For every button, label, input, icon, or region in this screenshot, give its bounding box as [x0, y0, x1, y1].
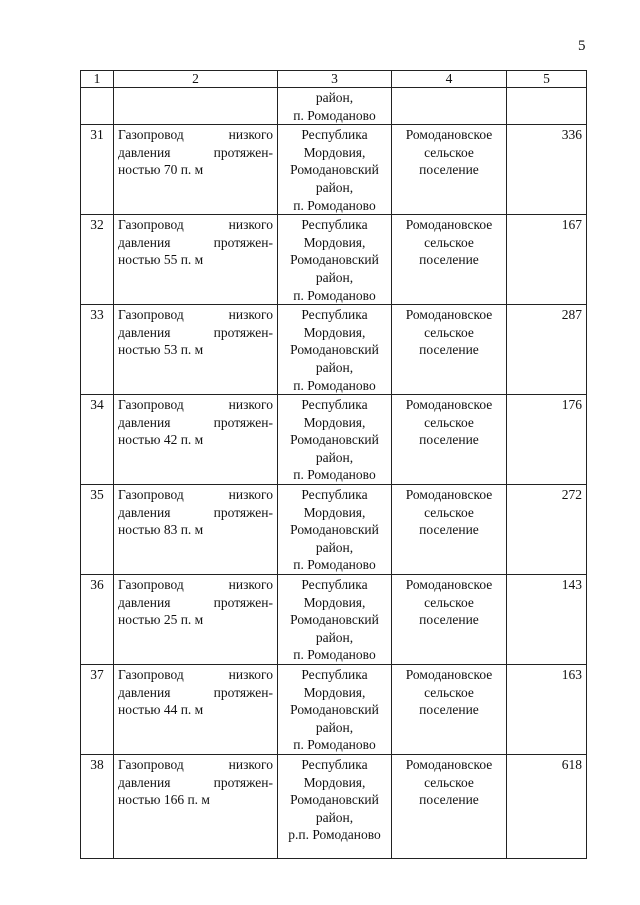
municipality-line: сельское	[424, 684, 474, 700]
object-line: ностью 25 п. м	[118, 612, 204, 628]
object-word: Газопровод	[118, 487, 184, 503]
municipality-line: поселение	[419, 432, 479, 448]
object-line: ностью 55 п. м	[118, 252, 204, 268]
table-row	[81, 305, 587, 395]
location-cell	[278, 88, 392, 125]
municipality-line: сельское	[424, 594, 474, 610]
municipality-line: Ромодановское	[405, 397, 493, 413]
location-line: п. Ромоданово	[293, 647, 376, 663]
location-line: район,	[315, 809, 354, 825]
object-line	[118, 306, 273, 324]
location-line: район,	[315, 449, 354, 465]
object-line	[118, 594, 273, 612]
location-line: Мордовия,	[303, 324, 366, 340]
location-line: район,	[315, 179, 354, 195]
row-number-cell	[81, 88, 114, 125]
object-word: Газопровод	[118, 217, 184, 233]
object-word: низкого	[228, 217, 273, 233]
object-word: протяжен-	[213, 144, 273, 160]
object-line	[118, 144, 273, 162]
location-line: Республика	[301, 127, 368, 143]
row-number: 34	[81, 395, 114, 485]
location-line: район,	[315, 719, 354, 735]
municipality-line: сельское	[424, 324, 474, 340]
object-word: давления	[118, 324, 171, 340]
location-line: Республика	[301, 397, 368, 413]
location-line: Мордовия,	[303, 504, 366, 520]
continued-row	[81, 88, 587, 125]
location-line: п. Ромоданово	[293, 467, 376, 483]
object-name-cell	[114, 485, 278, 575]
object-word: давления	[118, 504, 171, 520]
object-line	[118, 396, 273, 414]
object-word: Газопровод	[118, 127, 184, 143]
object-word: низкого	[228, 577, 273, 593]
municipality-line: сельское	[424, 504, 474, 520]
location-line: Ромодановский	[290, 162, 379, 178]
municipality-line: поселение	[419, 792, 479, 808]
object-name-cell	[114, 215, 278, 305]
length-value: 167	[507, 215, 587, 305]
object-line	[118, 234, 273, 252]
column-number: 3	[278, 71, 392, 88]
location-line: Ромодановский	[290, 432, 379, 448]
object-word: давления	[118, 774, 171, 790]
object-name-cell	[114, 305, 278, 395]
location-cell	[278, 125, 392, 215]
object-word: Газопровод	[118, 756, 184, 772]
object-line	[118, 414, 273, 432]
object-word: протяжен-	[213, 774, 273, 790]
row-number: 38	[81, 754, 114, 858]
object-line	[118, 504, 273, 522]
municipality-line: поселение	[419, 522, 479, 538]
location-line: Республика	[301, 667, 368, 682]
location-line: Мордовия,	[303, 144, 366, 160]
location-line: Ромодановский	[290, 342, 379, 358]
object-name-cell	[114, 125, 278, 215]
object-line	[118, 216, 273, 234]
municipality-line: сельское	[424, 774, 474, 790]
object-line: ностью 44 п. м	[118, 702, 204, 718]
object-word: Газопровод	[118, 307, 184, 323]
location-cell	[278, 485, 392, 575]
table-row	[81, 575, 587, 665]
gas-pipeline-table	[80, 70, 587, 859]
location-line: район,	[315, 90, 354, 105]
location-line: район,	[315, 539, 354, 555]
location-line: Республика	[301, 307, 368, 323]
table-row	[81, 665, 587, 755]
object-word: давления	[118, 234, 171, 250]
municipality-line: Ромодановское	[405, 487, 493, 503]
object-word: давления	[118, 684, 171, 700]
municipality-cell	[392, 754, 507, 858]
location-line: Мордовия,	[303, 774, 366, 790]
municipality-line: поселение	[419, 702, 479, 718]
object-word: протяжен-	[213, 234, 273, 250]
location-line: Ромодановский	[290, 522, 379, 538]
municipality-cell	[392, 485, 507, 575]
row-number: 36	[81, 575, 114, 665]
municipality-line: сельское	[424, 414, 474, 430]
municipality-line: поселение	[419, 342, 479, 358]
location-line: Ромодановский	[290, 612, 379, 628]
row-number: 32	[81, 215, 114, 305]
length-value: 272	[507, 485, 587, 575]
location-line: район,	[315, 269, 354, 285]
object-word: низкого	[228, 307, 273, 323]
location-cell	[278, 395, 392, 485]
object-name-cell	[114, 88, 278, 125]
location-cell	[278, 665, 392, 755]
row-number: 33	[81, 305, 114, 395]
length-value: 287	[507, 305, 587, 395]
location-cell	[278, 305, 392, 395]
municipality-cell	[392, 88, 507, 125]
object-word: протяжен-	[213, 324, 273, 340]
length-value: 143	[507, 575, 587, 665]
location-line: Ромодановский	[290, 252, 379, 268]
object-name-cell	[114, 395, 278, 485]
object-word: Газопровод	[118, 577, 184, 593]
location-line: Мордовия,	[303, 414, 366, 430]
object-name-cell	[114, 575, 278, 665]
municipality-line: Ромодановское	[405, 667, 493, 682]
municipality-line: поселение	[419, 162, 479, 178]
location-line: Республика	[301, 487, 368, 503]
object-line	[118, 576, 273, 594]
location-line: Мордовия,	[303, 684, 366, 700]
column-number: 2	[114, 71, 278, 88]
object-line: ностью 53 п. м	[118, 342, 204, 358]
location-line: Республика	[301, 577, 368, 593]
row-number: 35	[81, 485, 114, 575]
municipality-cell	[392, 125, 507, 215]
location-cell	[278, 754, 392, 858]
location-line: р.п. Ромоданово	[288, 827, 381, 843]
length-value: 163	[507, 665, 587, 755]
location-line: район,	[315, 629, 354, 645]
location-line: п. Ромоданово	[293, 107, 376, 123]
location-line: Мордовия,	[303, 594, 366, 610]
municipality-line: Ромодановское	[405, 577, 493, 593]
table-row	[81, 754, 587, 858]
object-word: низкого	[228, 756, 273, 772]
location-cell	[278, 215, 392, 305]
object-word: низкого	[228, 127, 273, 143]
location-line: район,	[315, 359, 354, 375]
length-cell	[507, 88, 587, 125]
municipality-line: сельское	[424, 234, 474, 250]
row-number: 31	[81, 125, 114, 215]
municipality-cell	[392, 215, 507, 305]
length-value: 176	[507, 395, 587, 485]
object-line	[118, 774, 273, 792]
location-line: Мордовия,	[303, 234, 366, 250]
municipality-line: Ромодановское	[405, 217, 493, 233]
table-row	[81, 125, 587, 215]
column-number: 5	[507, 71, 587, 88]
location-line: Ромодановский	[290, 702, 379, 718]
municipality-line: Ромодановское	[405, 756, 493, 772]
object-line: ностью 42 п. м	[118, 432, 204, 448]
row-number: 37	[81, 665, 114, 755]
object-word: низкого	[228, 397, 273, 413]
length-value: 618	[507, 754, 587, 858]
location-cell	[278, 575, 392, 665]
page-number: 5	[578, 38, 586, 54]
object-line	[118, 666, 273, 684]
location-line: п. Ромоданово	[293, 377, 376, 393]
municipality-line: Ромодановское	[405, 127, 493, 143]
municipality-line: сельское	[424, 144, 474, 160]
object-word: низкого	[228, 487, 273, 503]
object-word: давления	[118, 144, 171, 160]
object-line	[118, 756, 273, 774]
column-number: 4	[392, 71, 507, 88]
location-line: п. Ромоданово	[293, 557, 376, 573]
municipality-cell	[392, 665, 507, 755]
column-number-row	[81, 71, 587, 88]
object-word: давления	[118, 414, 171, 430]
table-row	[81, 215, 587, 305]
location-line: п. Ромоданово	[293, 287, 376, 303]
object-line: ностью 70 п. м	[118, 162, 204, 178]
municipality-line: поселение	[419, 252, 479, 268]
municipality-cell	[392, 575, 507, 665]
municipality-cell	[392, 305, 507, 395]
location-line: п. Ромоданово	[293, 737, 376, 753]
object-line: ностью 83 п. м	[118, 522, 204, 538]
table-row	[81, 395, 587, 485]
object-line	[118, 126, 273, 144]
object-word: низкого	[228, 667, 273, 682]
location-line: Республика	[301, 217, 368, 233]
object-word: протяжен-	[213, 684, 273, 700]
object-word: давления	[118, 594, 171, 610]
municipality-line: Ромодановское	[405, 307, 493, 323]
municipality-cell	[392, 395, 507, 485]
location-line: Ромодановский	[290, 792, 379, 808]
object-line: ностью 166 п. м	[118, 792, 210, 808]
object-line	[118, 684, 273, 702]
object-line	[118, 486, 273, 504]
table-row	[81, 485, 587, 575]
column-number: 1	[81, 71, 114, 88]
length-value: 336	[507, 125, 587, 215]
object-word: протяжен-	[213, 414, 273, 430]
object-line	[118, 324, 273, 342]
object-word: протяжен-	[213, 594, 273, 610]
object-word: Газопровод	[118, 397, 184, 413]
object-word: Газопровод	[118, 667, 184, 682]
object-name-cell	[114, 665, 278, 755]
municipality-line: поселение	[419, 612, 479, 628]
object-word: протяжен-	[213, 504, 273, 520]
location-line: п. Ромоданово	[293, 197, 376, 213]
object-name-cell	[114, 754, 278, 858]
location-line: Республика	[301, 756, 368, 772]
